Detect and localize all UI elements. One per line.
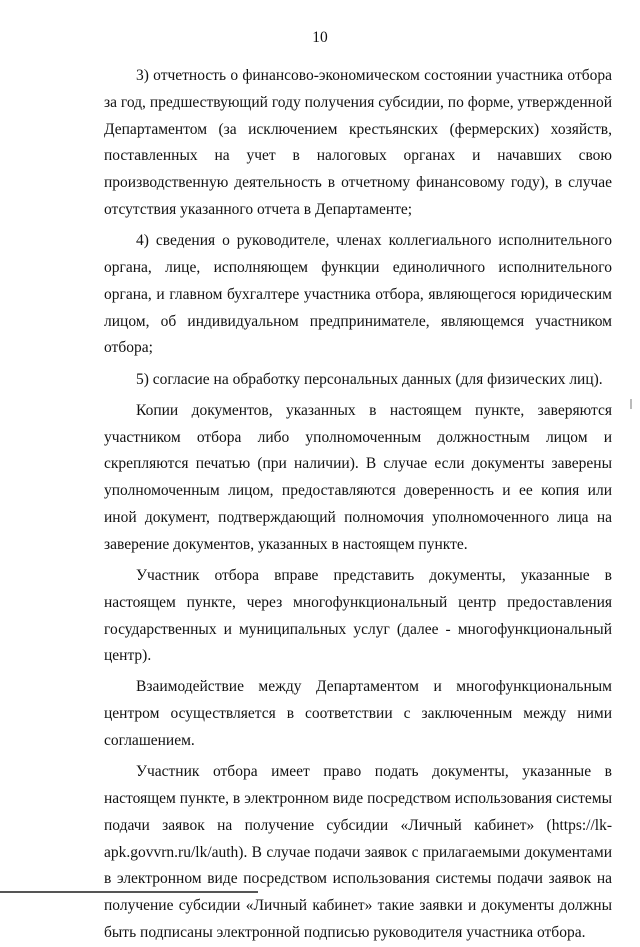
paragraph-item-3: 3) отчетность о финансово-экономическом состоянии участника отбора за год, предшествующий году получения субсидии, по форме, утвержденной Департаментом (за исключением крестьянских (фермерских) хозяйств, поставленных на учет в налоговых органах и начавших свою производственную деятельность в отчетному финансовому году), в случае отсутствия указанного отчета в Департаменте; bbox=[104, 67, 612, 218]
document-body bbox=[104, 63, 612, 947]
scan-artifact-mark bbox=[630, 399, 632, 409]
scan-artifact-line bbox=[0, 891, 258, 893]
paragraph-item-4: 4) сведения о руководителе, членах коллегиального исполнительного органа, лице, исполняющем функции единоличного исполнительного органа, и главном бухгалтере участника отбора, являющегося юридическим лицом, об индивидуальном предпринимателе, являющемся участником отбора; bbox=[104, 232, 612, 357]
paragraph-mfc-submission: Участник отбора вправе представить документы, указанные в настоящем пункте, через многофункциональный центр предоставления государственных и муниципальных услуг (далее - многофункциональный центр). bbox=[104, 566, 612, 665]
paragraph-document-copies: Копии документов, указанных в настоящем пункте, заверяются участником отбора либо уполномоченным должностным лицом и скрепляются печатью (при наличии). В случае если документы заверены уполномоченным лицом, предоставляются доверенность и ее копия или иной документ, подтверждающий полномочия уполномоченного лица на заверение документов, указанных в настоящем пункте. bbox=[104, 401, 612, 553]
paragraph-item-5: 5) согласие на обработку персональных данных (для физических лиц). bbox=[136, 370, 603, 388]
page-number: 10 bbox=[312, 29, 328, 46]
paragraph-mfc-interaction: Взаимодействие между Департаментом и многофункциональным центром осуществляется в соответствии с заключенным между ними соглашением. bbox=[104, 678, 612, 750]
paragraph-electronic-submission: Участник отбора имеет право подать документы, указанные в настоящем пункте, в электронном виде посредством использования системы подачи заявок на получение субсидии «Личный кабинет» (https://lk-apk.govvrn.ru/lk/auth). В случае подачи заявок с прилагаемыми документами в электронном виде посредством использования системы подачи заявок на получение субсидии «Личный кабинет» такие заявки и документы должны быть подписаны электронной подписью руководителя участника отбора. bbox=[104, 763, 612, 942]
